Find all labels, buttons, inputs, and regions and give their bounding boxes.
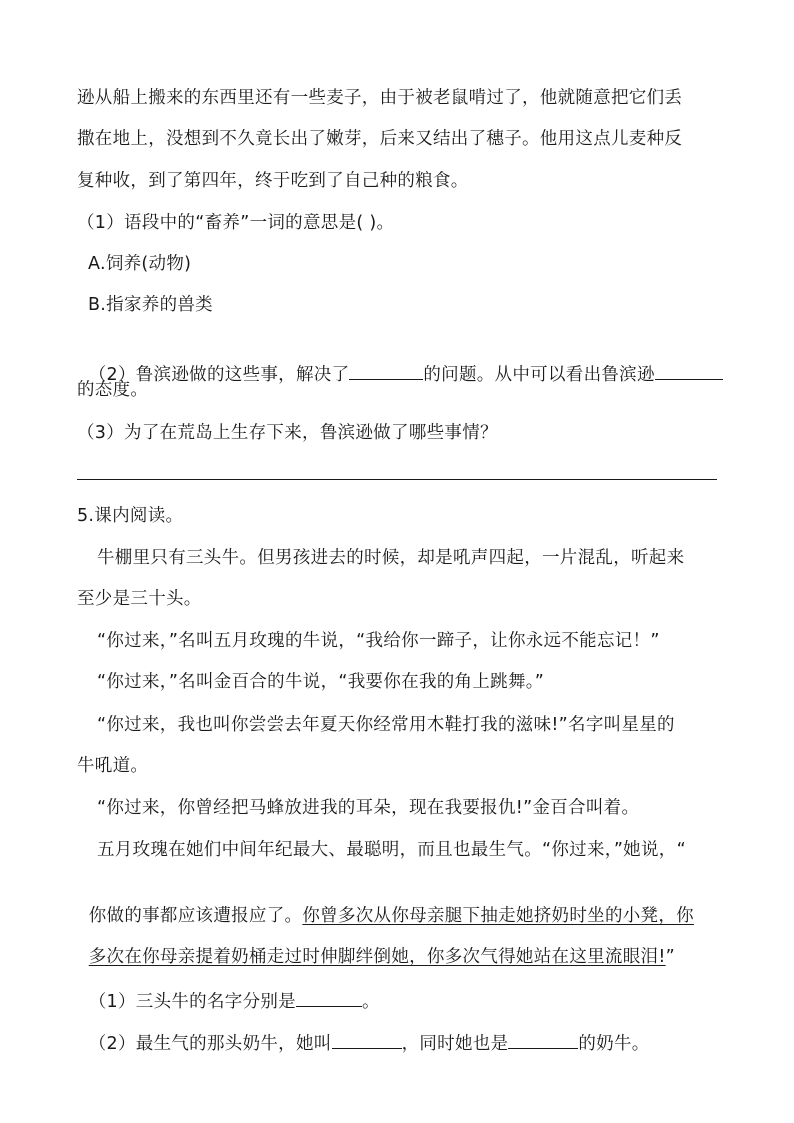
question-5-2-text-c: 的奶牛。: [578, 1034, 650, 1054]
passage-line: “你过来，我也叫你尝尝去年夏天你经常用木鞋打我的滋味!”名字叫星星的: [97, 715, 675, 735]
passage-line: “你过来，”名叫五月玫瑰的牛说，“我给你一蹄子，让你永远不能忘记！”: [97, 631, 660, 651]
question-5-2-text-a: （2）最生气的那头奶牛，她叫: [88, 1034, 332, 1054]
question-4-2-end: 的态度。: [77, 380, 149, 400]
question-4-1: （1）语段中的“畜养”一词的意思是( )。: [77, 213, 395, 233]
question-4-2-text-a: （2）鲁滨逊做的这些事，解决了: [88, 365, 350, 385]
passage-line: 至少是三十头。: [77, 589, 202, 609]
passage-line: 五月玫瑰在她们中间年纪最大、最聪明，而且也最生气。“你过来，”她说，“: [97, 840, 686, 860]
passage-line: 牛吼道。: [77, 756, 149, 776]
passage-line: 撒在地上，没想到不久竟长出了嫩芽，后来又结出了穗子。他用这点儿麦种反: [77, 129, 683, 149]
closing-quote: ”: [665, 947, 676, 967]
question-5-1-text-b: 。: [361, 992, 380, 1012]
answer-blank[interactable]: [332, 1029, 402, 1049]
passage-line: “你过来，你曾经把马蜂放进我的耳朵，现在我要报仇!”金百合叫着。: [97, 798, 640, 818]
passage-line: 逊从船上搬来的东西里还有一些麦子，由于被老鼠啃过了，他就随意把它们丢: [77, 88, 683, 108]
answer-line[interactable]: [77, 479, 717, 480]
passage-line: 复种收，到了第四年，终于吃到了自己种的粮食。: [77, 171, 469, 191]
option-a: A.饲养(动物): [88, 254, 192, 274]
section-5-title: 5.课内阅读。: [77, 506, 184, 526]
passage-line: [77, 921, 675, 969]
question-4-2-text-b: 的问题。从中可以看出鲁滨逊: [423, 365, 655, 385]
question-4-2: [77, 336, 723, 387]
answer-blank[interactable]: [508, 1029, 578, 1049]
question-5-2-text-b: ，同时她也是: [401, 1034, 509, 1054]
answer-blank[interactable]: [349, 360, 423, 380]
answer-blank[interactable]: [296, 987, 362, 1007]
option-b: B.指家养的兽类: [88, 295, 213, 315]
underlined-sentence: 你曾多次从你母亲腿下抽走她挤奶时坐的小凳，你: [302, 906, 694, 926]
passage-line: 牛棚里只有三头牛。但男孩进去的时候，却是吼声四起，一片混乱，听起来: [97, 548, 685, 568]
question-4-3: （3）为了在荒岛上生存下来，鲁滨逊做了哪些事情？: [77, 423, 498, 443]
underlined-sentence: 多次在你母亲提着奶桶走过时伸脚绊倒她，你多次气得她站在这里流眼泪!: [88, 947, 666, 967]
question-5-1-text-a: （1）三头牛的名字分别是: [88, 992, 296, 1012]
question-5-2: [77, 1005, 650, 1056]
passage-plain-text: 你做的事都应该遭报应了。: [88, 906, 303, 926]
answer-blank[interactable]: [655, 360, 723, 380]
passage-line: “你过来，”名叫金百合的牛说，“我要你在我的角上跳舞。”: [97, 672, 545, 692]
